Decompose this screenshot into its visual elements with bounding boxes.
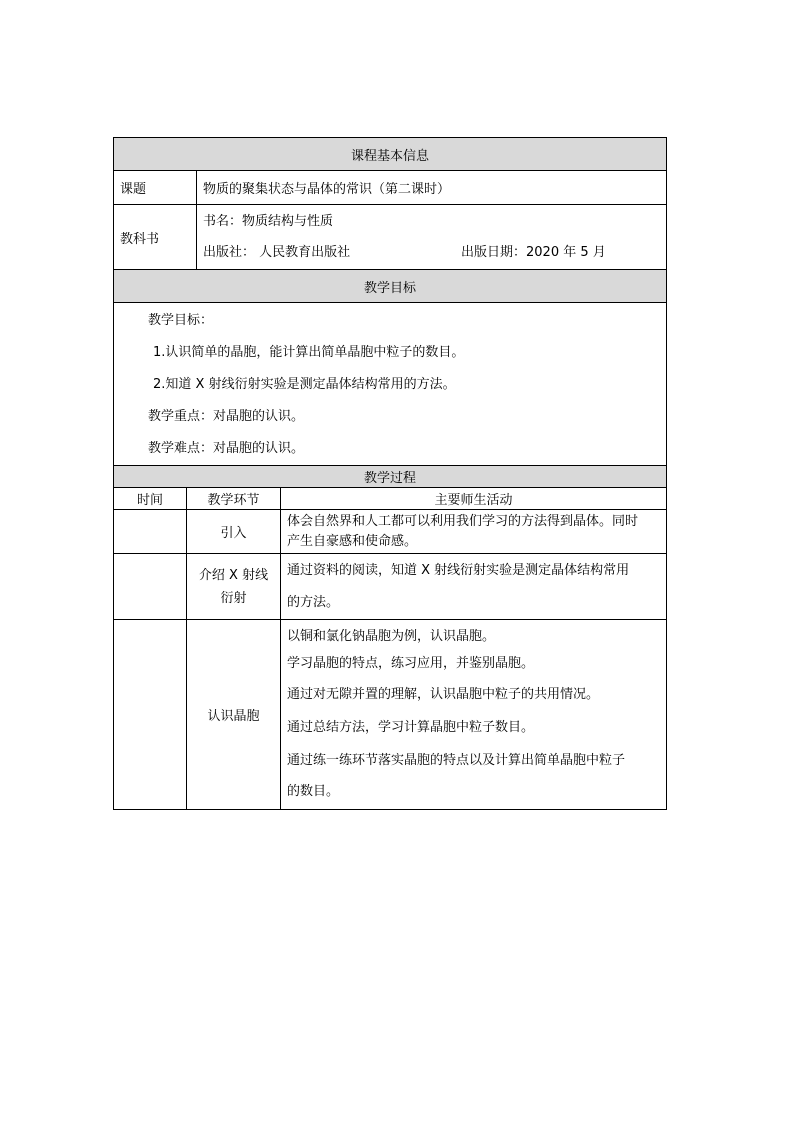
row-stage: 认识晶胞	[187, 620, 281, 810]
process-header: 教学过程	[114, 466, 667, 488]
book-name: 书名：物质结构与性质	[203, 214, 334, 229]
objective-item: 1.认识简单的晶胞，能计算出简单晶胞中粒子的数目。	[153, 345, 465, 360]
publisher-row	[203, 238, 666, 268]
activity-line: 通过资料的阅读，知道 X 射线衍射实验是测定晶体结构常用	[287, 562, 630, 578]
difficult-point: 教学难点：对晶胞的认识。	[148, 441, 305, 456]
key-point: 教学重点：对晶胞的认识。	[148, 409, 305, 424]
row-time	[114, 510, 187, 554]
activity-line: 的方法。	[287, 594, 340, 610]
topic-value: 物质的聚集状态与晶体的常识（第二课时）	[197, 171, 667, 205]
activity-line: 的数目。	[287, 784, 340, 799]
column-header-activities: 主要师生活动	[281, 488, 667, 510]
row-activities	[281, 620, 667, 810]
row-activities	[281, 510, 667, 554]
row-activities	[281, 554, 667, 620]
stage-line: 衍射	[220, 590, 247, 606]
textbook-info	[197, 205, 667, 270]
publish-date: 出版日期：2020 年 5 月	[461, 245, 606, 260]
topic-label: 课题	[114, 171, 197, 205]
stage-line: 介绍 X 射线	[198, 567, 269, 583]
row-time	[114, 554, 187, 620]
objectives-header: 教学目标	[114, 270, 667, 303]
objective-item: 2.知道 X 射线衍射实验是测定晶体结构常用的方法。	[153, 377, 456, 392]
activity-line: 通过对无隙并置的理解，认识晶胞中粒子的共用情况。	[287, 687, 600, 702]
publisher: 出版社： 人民教育出版社	[203, 245, 351, 260]
activity-line: 学习晶胞的特点，练习应用，并鉴别晶胞。	[287, 656, 535, 671]
textbook-label: 教科书	[114, 205, 197, 270]
objectives-body	[114, 303, 667, 466]
objectives-title: 教学目标：	[148, 313, 214, 328]
column-header-stage: 教学环节	[187, 488, 281, 510]
lesson-plan-table	[113, 137, 667, 810]
row-stage: 引入	[187, 510, 281, 554]
row-time	[114, 620, 187, 810]
activity-line: 通过总结方法，学习计算晶胞中粒子数目。	[287, 720, 535, 735]
course-info-header: 课程基本信息	[114, 138, 667, 171]
activity-line: 通过练一练环节落实晶胞的特点以及计算出简单晶胞中粒子	[287, 753, 626, 768]
activity-line: 以铜和氯化钠晶胞为例，认识晶胞。	[287, 629, 496, 644]
activity-line: 产生自豪感和使命感。	[287, 533, 418, 549]
column-header-time: 时间	[114, 488, 187, 510]
row-stage	[187, 554, 281, 620]
activity-line: 体会自然界和人工都可以利用我们学习的方法得到晶体。同时	[287, 513, 639, 529]
lesson-plan-document	[113, 137, 666, 810]
